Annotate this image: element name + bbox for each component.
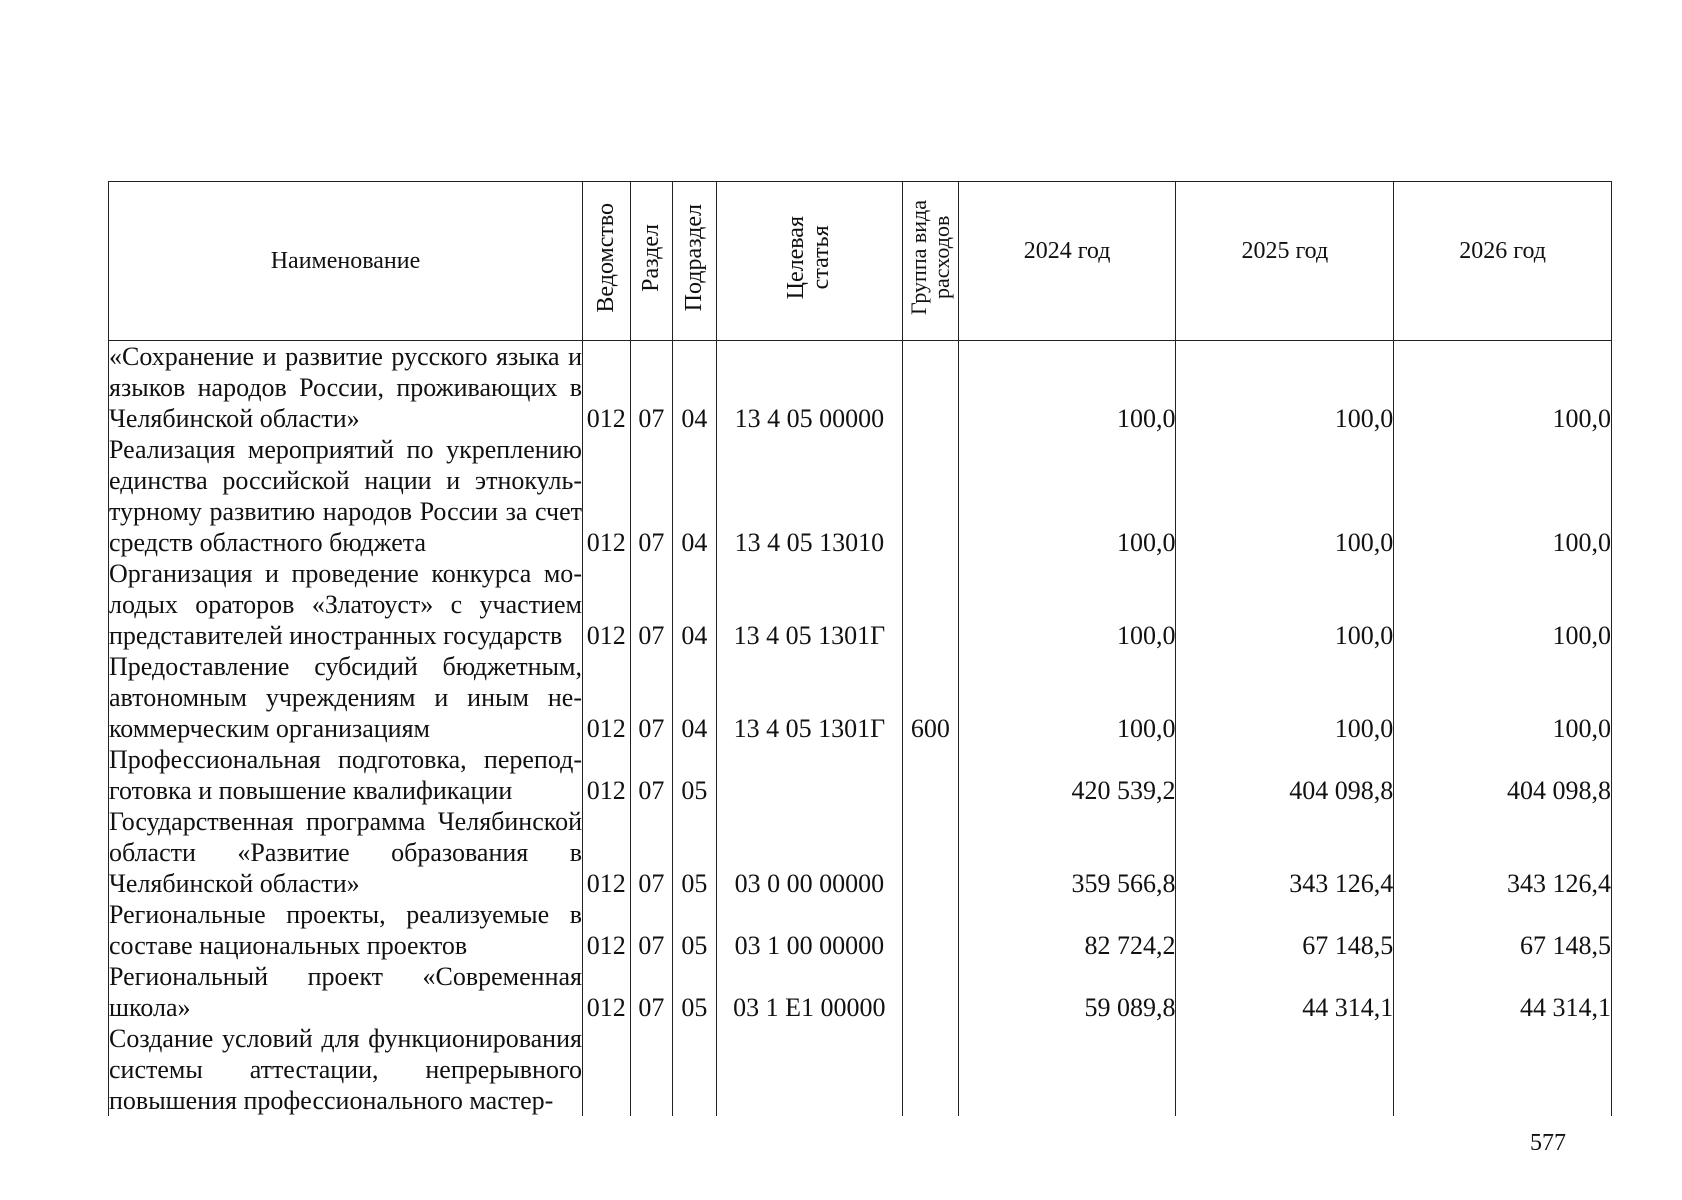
header-gruppa-vida-rashodov: Группа вида расходов: [903, 182, 959, 341]
row-2026: 100,0: [1394, 558, 1612, 651]
row-gruppa: [903, 434, 959, 558]
row-2024: 420 539,2: [958, 744, 1176, 806]
header-year-2024: 2024 год: [958, 182, 1176, 341]
table-row: [109, 341, 1612, 435]
row-vedomstvo: 012: [582, 651, 630, 744]
row-2026: 44 314,1: [1394, 961, 1612, 1023]
row-vedomstvo: 012: [582, 744, 630, 806]
row-2025: 67 148,5: [1176, 899, 1394, 961]
row-2025: 100,0: [1176, 434, 1394, 558]
row-gruppa: [903, 341, 959, 435]
row-celevaya-statya: [716, 1023, 902, 1116]
header-year-2026: 2026 год: [1394, 182, 1612, 341]
row-2024: 100,0: [958, 434, 1176, 558]
header-year-2025: 2025 год: [1176, 182, 1394, 341]
row-name: Профессиональная подготовка, переподготовка и повышение квалификации: [109, 745, 582, 805]
row-2024: 59 089,8: [958, 961, 1176, 1023]
row-razdel: [630, 1023, 673, 1116]
row-vedomstvo: 012: [582, 961, 630, 1023]
row-vedomstvo: 012: [582, 341, 630, 435]
row-razdel: 07: [630, 558, 673, 651]
row-2024: 82 724,2: [958, 899, 1176, 961]
row-2026: 100,0: [1394, 434, 1612, 558]
row-razdel: 07: [630, 651, 673, 744]
row-2025: 404 098,8: [1176, 744, 1394, 806]
row-podrazdel: 04: [673, 651, 717, 744]
row-celevaya-statya: [716, 744, 902, 806]
row-name: «Сохранение и развитие русского языка и языков народов России, проживающих в Челябинской области»: [109, 342, 582, 433]
row-2026: [1394, 1023, 1612, 1116]
row-razdel: 07: [630, 806, 673, 899]
header-vedomstvo: Ведомство: [582, 182, 630, 341]
row-2024: 359 566,8: [958, 806, 1176, 899]
table-row: [109, 434, 1612, 558]
row-celevaya-statya: 03 1 Е1 00000: [716, 961, 902, 1023]
row-2026: 67 148,5: [1394, 899, 1612, 961]
row-2025: 100,0: [1176, 341, 1394, 435]
row-2024: 100,0: [958, 341, 1176, 435]
row-vedomstvo: 012: [582, 434, 630, 558]
row-celevaya-statya: 13 4 05 13010: [716, 434, 902, 558]
row-podrazdel: 05: [673, 961, 717, 1023]
row-razdel: 07: [630, 434, 673, 558]
row-razdel: 07: [630, 961, 673, 1023]
row-name: Региональные проекты, реализуемые в составе национальных проектов: [109, 900, 582, 960]
row-razdel: 07: [630, 744, 673, 806]
row-gruppa: [903, 899, 959, 961]
row-2024: 100,0: [958, 651, 1176, 744]
header-podrazdel: Подраздел: [673, 182, 717, 341]
row-2026: 343 126,4: [1394, 806, 1612, 899]
table-row: [109, 806, 1612, 899]
row-gruppa: [903, 961, 959, 1023]
row-name: Организация и проведение конкурса молодых ораторов «Златоуст» с участием представителей иностранных государств: [109, 559, 582, 650]
budget-table: [108, 181, 1612, 1116]
row-celevaya-statya: 03 1 00 00000: [716, 899, 902, 961]
table-row-truncated: [109, 1023, 1612, 1116]
header-razdel: Раздел: [630, 182, 673, 341]
row-podrazdel: 05: [673, 899, 717, 961]
row-celevaya-statya: 13 4 05 00000: [716, 341, 902, 435]
row-2026: 100,0: [1394, 651, 1612, 744]
table-row: [109, 744, 1612, 806]
row-2026: 404 098,8: [1394, 744, 1612, 806]
row-2024: [958, 1023, 1176, 1116]
row-celevaya-statya: 03 0 00 00000: [716, 806, 902, 899]
header-row: [109, 182, 1612, 341]
row-2026: 100,0: [1394, 341, 1612, 435]
row-name: Создание условий для функционирования системы аттестации, непрерывного повышения профессионального мастер-: [109, 1024, 582, 1115]
table-row: [109, 558, 1612, 651]
row-2025: [1176, 1023, 1394, 1116]
row-vedomstvo: 012: [582, 558, 630, 651]
table-row: [109, 651, 1612, 744]
row-gruppa: [903, 1023, 959, 1116]
row-2025: 100,0: [1176, 651, 1394, 744]
row-podrazdel: 04: [673, 434, 717, 558]
row-2025: 343 126,4: [1176, 806, 1394, 899]
row-podrazdel: 04: [673, 558, 717, 651]
table-row: [109, 961, 1612, 1023]
row-name: Региональный проект «Современная школа»: [109, 962, 582, 1022]
row-name: Реализация мероприятий по укреплению единства российской нации и этнокультурному развитию народов России за счет средств областного бюджета: [109, 435, 582, 557]
row-podrazdel: 05: [673, 806, 717, 899]
row-gruppa: [903, 744, 959, 806]
row-vedomstvo: 012: [582, 899, 630, 961]
row-name: Государственная программа Челябинской области «Развитие образования в Челябинской области»: [109, 807, 582, 898]
row-celevaya-statya: 13 4 05 1301Г: [716, 651, 902, 744]
row-2025: 100,0: [1176, 558, 1394, 651]
row-gruppa: [903, 806, 959, 899]
row-vedomstvo: [582, 1023, 630, 1116]
table-row: [109, 899, 1612, 961]
page-number: 577: [1530, 1130, 1566, 1156]
row-podrazdel: [673, 1023, 717, 1116]
header-name: Наименование: [109, 182, 583, 341]
row-razdel: 07: [630, 899, 673, 961]
row-gruppa: [903, 558, 959, 651]
row-podrazdel: 05: [673, 744, 717, 806]
header-celevaya-statya: Целевая статья: [716, 182, 902, 341]
row-vedomstvo: 012: [582, 806, 630, 899]
row-2025: 44 314,1: [1176, 961, 1394, 1023]
row-2024: 100,0: [958, 558, 1176, 651]
row-celevaya-statya: 13 4 05 1301Г: [716, 558, 902, 651]
row-razdel: 07: [630, 341, 673, 435]
row-podrazdel: 04: [673, 341, 717, 435]
row-gruppa: 600: [903, 651, 959, 744]
row-name: Предоставление субсидий бюджетным, автономным учреждениям и иным некоммерческим организациям: [109, 652, 582, 743]
